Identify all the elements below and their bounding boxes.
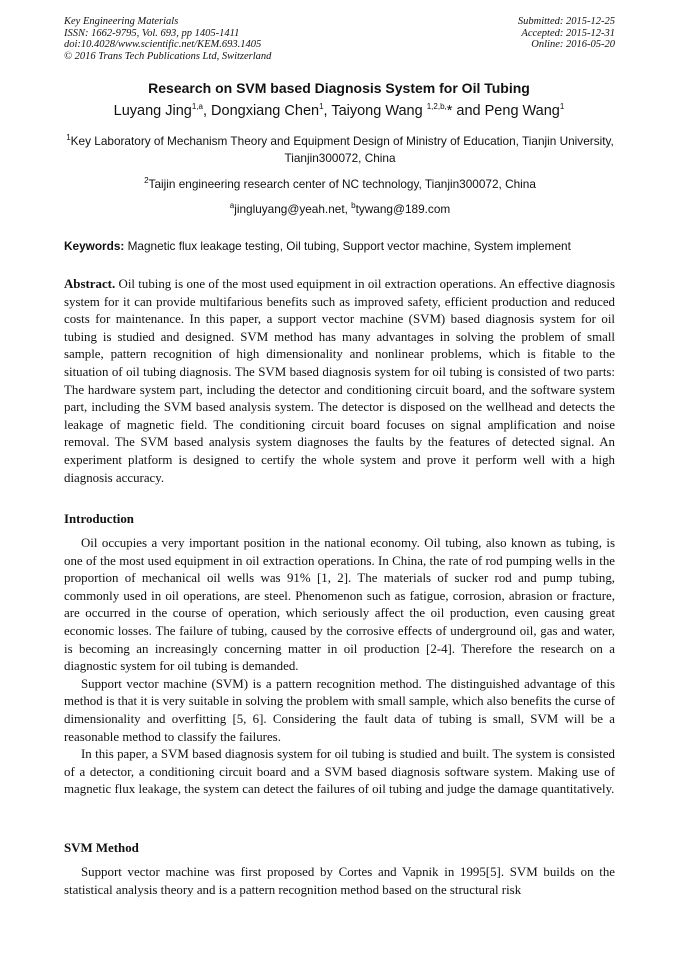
- author-name: Luyang Jing: [113, 103, 192, 119]
- author-superscript: 1,2,b,: [426, 102, 447, 112]
- paragraph: In this paper, a SVM based diagnosis system for oil tubing is studied and built. The system is consisted of a detector, a conditioning circuit board and a SVM based diagnosis software system. Making use of magnetic flux leakage, the system can detect the failures of oil tubing and judge the damage quantitatively.: [64, 747, 615, 797]
- publication-dates: [518, 16, 615, 51]
- section-heading-introduction: Introduction: [64, 512, 134, 526]
- author-separator: ,: [323, 103, 332, 119]
- section-heading-svm-method: SVM Method: [64, 841, 139, 855]
- abstract-text: Oil tubing is one of the most used equipment in oil extraction operations. An effective diagnosis system for it can provide multifarious benefits such as improved safety, efficient production and reduced costs for maintenance. In this paper, a support vector machine (SVM) based diagnosis system for oil tubing is studied and designed. SVM method has many advantages in solving the problem of small sample, pattern recognition of high dimensionality and nonlinear problems, which is fitable to the situation of oil tubing diagnosis. The SVM based diagnosis system for oil tubing is consisted of two parts: The hardware system part, including the detector and conditioning circuit board, and the software system part, including the SVM based analysis system. The detector is disposed on the wellhead and detects the leakage of magnetic field. The conditioning circuit board focuses on signal amplification and noise removal. The SVM based analysis system diagnoses the faults by the features of detected signal. An experiment platform is designed to certify the whole system and prove it perform well with a high diagnosis accuracy.: [64, 277, 615, 485]
- keywords-text: Magnetic flux leakage testing, Oil tubing, Support vector machine, System implement: [124, 239, 571, 253]
- introduction-body: [64, 535, 615, 799]
- paragraph: Oil occupies a very important position in the national economy. Oil tubing, also known as tubing, is one of the most used equipment in oil extraction operations. In China, the rate of rod pumping wells in the proportion of mechanical oil wells was 91% [1, 2]. The materials of sucker rod and pump tubing, commonly used in oil operations, are steel. Phenomenon such as fatigue, corrosion, abrasion or fracture, are occurred in the course of operation, which seriously affect the oil production, even causing great economic losses. The failure of tubing, caused by the corrosive effects of underground oil, gas and water, is becoming an increasingly concerning matter in oil production [2-4]. Therefore the research on a diagnostic system for oil tubing is demanded.: [64, 536, 615, 674]
- abstract-label: Abstract.: [64, 277, 116, 291]
- email-marker: b: [351, 201, 356, 211]
- email-b: tywang@189.com: [355, 202, 451, 216]
- author-list: [0, 103, 678, 119]
- paragraph: Support vector machine was first proposed by Cortes and Vapnik in 1995[5]. SVM builds on the statistical analysis theory and is a pattern recognition method based on the structural risk: [64, 865, 615, 897]
- author-emails: [64, 201, 616, 218]
- author-separator: ,: [202, 103, 212, 119]
- accepted-date: Accepted: 2015-12-31: [521, 27, 615, 39]
- online-date: Online: 2016-05-20: [531, 39, 615, 51]
- journal-header: [64, 16, 271, 62]
- affiliation-1: [64, 133, 616, 167]
- submitted-date: Submitted: 2015-12-25: [517, 16, 615, 27]
- abstract: [64, 276, 615, 487]
- email-marker: a: [229, 201, 235, 211]
- paper-title: Research on SVM based Diagnosis System for Oil Tubing: [148, 80, 530, 96]
- author-name: Dongxiang Chen: [211, 103, 320, 119]
- keywords-label: Keywords:: [64, 239, 125, 253]
- affiliation-marker: 1: [66, 133, 71, 143]
- affiliation-text: Key Laboratory of Mechanism Theory and Equipment Design of Ministry of Education, Tianjin University, Tianjin300072, China: [70, 134, 614, 165]
- author-name: Peng Wang: [484, 103, 560, 119]
- author-superscript: 1: [319, 102, 324, 112]
- affiliation-marker: 2: [144, 176, 149, 186]
- keywords: [64, 239, 616, 253]
- paragraph: Support vector machine (SVM) is a pattern recognition method. The distinguished advantage of this method is that it is very suitable in solving the problem with small sample, which also benefits the curse of dimensionality and overfitting [5, 6]. Considering the fault data of tubing is small, SVM will be a reasonable method to classify the failures.: [64, 676, 615, 744]
- author-superscript: 1,a: [191, 102, 203, 112]
- journal-issn: ISSN: 1662-9795, Vol. 693, pp 1405-1411: [64, 27, 240, 39]
- journal-copyright: © 2016 Trans Tech Publications Ltd, Switzerland: [64, 50, 272, 62]
- author-separator: * and: [446, 103, 485, 119]
- author-superscript: 1: [559, 102, 565, 112]
- email-a: jingluyang@yeah.net,: [234, 202, 352, 216]
- author-name: Taiyong Wang: [331, 103, 427, 119]
- svm-method-body: [64, 864, 615, 899]
- journal-name: Key Engineering Materials: [64, 16, 179, 27]
- journal-doi: doi:10.4028/www.scientific.net/KEM.693.1405: [64, 39, 262, 51]
- affiliation-text: Taijin engineering research center of NC technology, Tianjin300072, China: [148, 177, 536, 191]
- affiliation-2: [64, 176, 616, 193]
